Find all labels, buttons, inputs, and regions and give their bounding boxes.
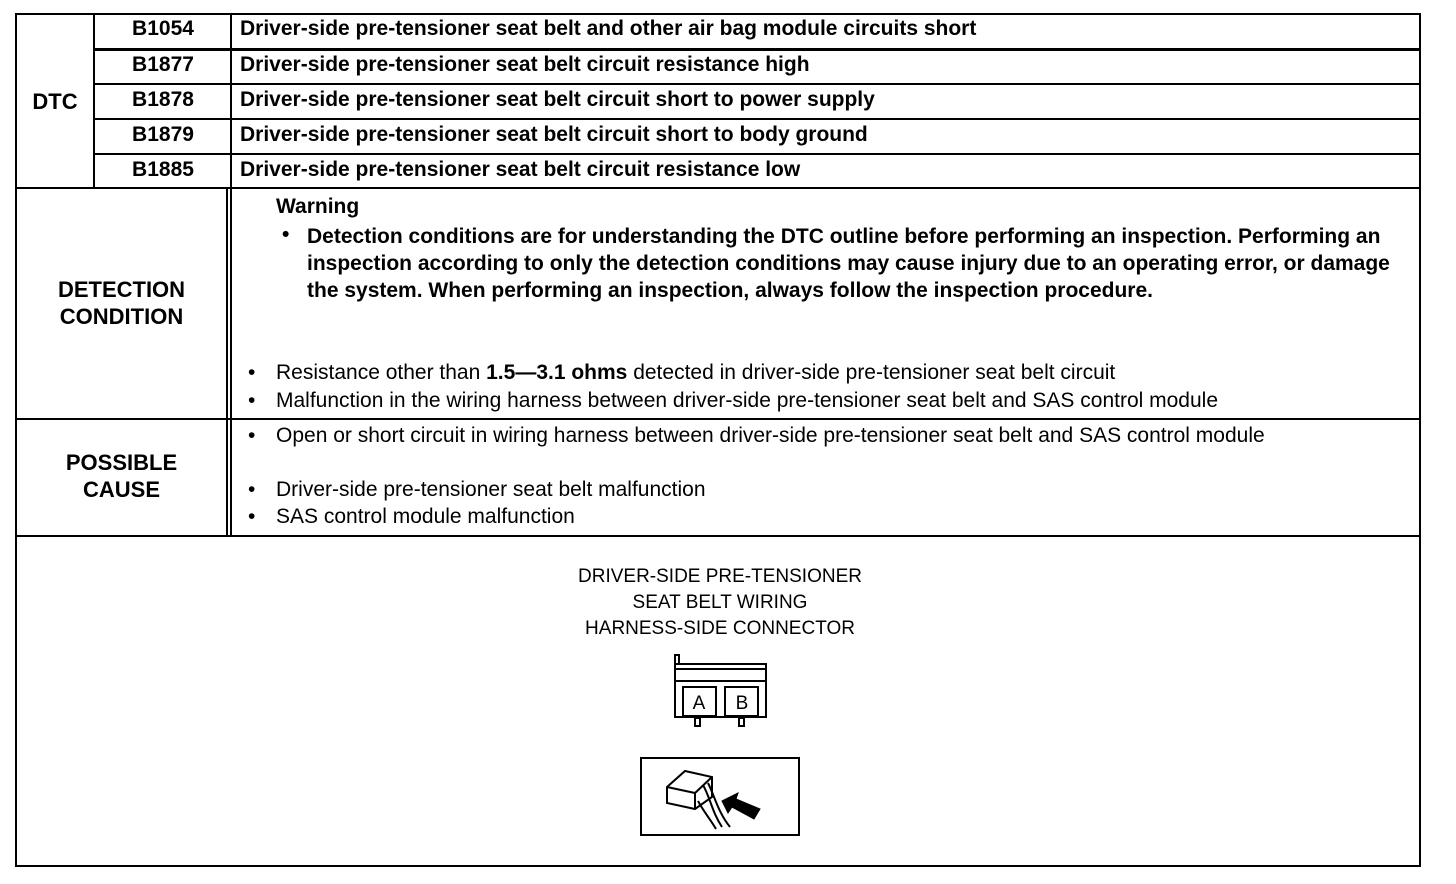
connector-pin — [739, 718, 744, 726]
terminal-b-label: B — [735, 693, 749, 714]
cause-item: Open or short circuit in wiring harness between driver-side pre-tensioner seat belt and SAS control module — [276, 424, 1265, 447]
divider — [94, 153, 1421, 155]
dtc-description: Driver-side pre-tensioner seat belt circuit short to power supply — [240, 88, 875, 111]
bullet-icon: • — [248, 424, 256, 447]
connector-pin — [695, 718, 700, 726]
label-line: POSSIBLE — [65, 450, 178, 475]
dtc-code: B1054 — [132, 17, 194, 40]
bullet-icon: • — [248, 389, 256, 412]
caption-line: DRIVER-SIDE PRE-TENSIONER — [578, 566, 862, 587]
cause-item: Driver-side pre-tensioner seat belt malfunction — [276, 478, 706, 501]
bullet-icon: • — [248, 478, 256, 501]
terminal-a-label: A — [692, 693, 706, 714]
dtc-description: Driver-side pre-tensioner seat belt circuit resistance high — [240, 53, 810, 76]
detection-item: Malfunction in the wiring harness between driver-side pre-tensioner seat belt and SAS control module — [276, 389, 1219, 412]
divider — [93, 13, 95, 189]
label-line: DETECTION — [57, 277, 186, 302]
dtc-description: Driver-side pre-tensioner seat belt circuit short to body ground — [240, 123, 868, 146]
bullet-icon: • — [282, 223, 290, 246]
label-line: CONDITION — [59, 304, 184, 329]
detection-item-text: detected in driver-side pre-tensioner seat belt circuit — [627, 361, 1116, 384]
dtc-description: Driver-side pre-tensioner seat belt and other air bag module circuits short — [240, 17, 977, 40]
harness-probe-icon — [640, 757, 802, 837]
connector-body — [675, 664, 766, 717]
cause-item: SAS control module malfunction — [276, 505, 575, 528]
resistance-range: 1.5—3.1 ohms — [486, 361, 628, 384]
divider — [94, 50, 1421, 51]
caption-line: SEAT BELT WIRING — [632, 592, 808, 613]
divider — [226, 187, 228, 537]
bullet-icon: • — [248, 505, 256, 528]
connector-tab — [675, 655, 679, 664]
warning-text: Detection conditions are for understanding the DTC outline before performing an inspection. Performing an inspection according to only the detection conditions may cause injury due to an operating error, or damage the system. When performing an inspection, always follow the inspection procedure. — [307, 225, 1390, 302]
bullet-icon: • — [248, 361, 256, 384]
label-line: CAUSE — [82, 477, 160, 502]
detection-condition-label — [17, 276, 226, 330]
dtc-label: DTC — [32, 89, 78, 114]
dtc-code: B1877 — [132, 53, 194, 76]
divider — [230, 13, 232, 537]
connector-caption — [470, 564, 970, 642]
caption-line: HARNESS-SIDE CONNECTOR — [585, 618, 855, 639]
dtc-code: B1879 — [132, 123, 194, 146]
detection-item-text: Resistance other than — [276, 361, 487, 384]
possible-cause-label — [17, 449, 226, 503]
divider — [94, 118, 1421, 120]
dtc-code: B1885 — [132, 158, 194, 181]
divider — [94, 83, 1421, 85]
warning-title: Warning — [276, 195, 360, 218]
detection-item — [276, 359, 1115, 386]
dtc-code: B1878 — [132, 88, 194, 111]
connector-diagram — [670, 652, 774, 730]
dtc-description: Driver-side pre-tensioner seat belt circuit resistance low — [240, 158, 801, 181]
